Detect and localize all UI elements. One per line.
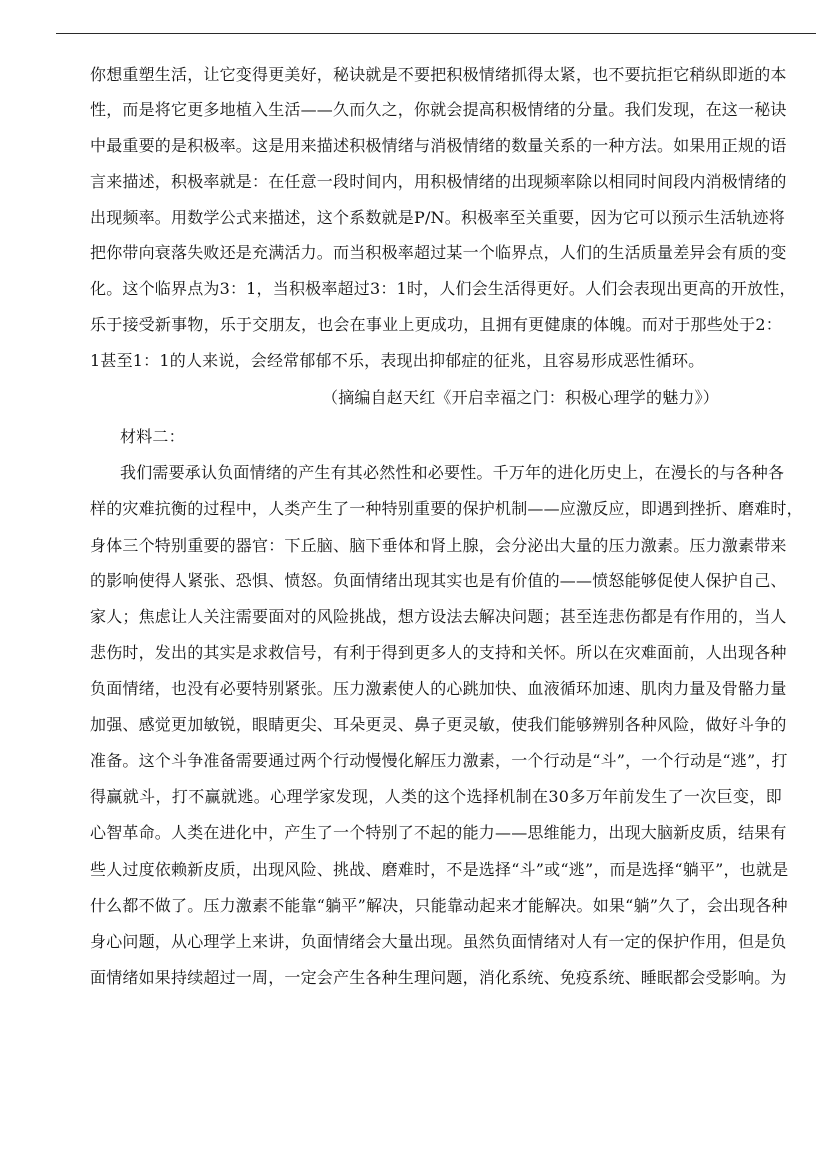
source-citation: （摘编自赵天红《开启幸福之门：积极心理学的魅力》） [322, 388, 720, 407]
body-text-line: 的影响使得人紧张、恐惧、愤怒。负面情绪出现其实也是有价值的——愤怒能够促使人保护自己、 [90, 571, 787, 590]
body-text-line: 性，而是将它更多地植入生活——久而久之，你就会提高积极情绪的分量。我们发现，在这一秘诀 [90, 100, 787, 119]
body-text-line: 身体三个特别重要的器官：下丘脑、脑下垂体和肾上腺，会分泌出大量的压力激素。压力激素带来 [90, 536, 787, 555]
body-text-line: 1甚至1：1的人来说，会经常郁郁不乐，表现出抑郁症的征兆，且容易形成恶性循环。 [90, 351, 705, 370]
body-text-line: 乐于接受新事物，乐于交朋友，也会在事业上更成功，且拥有更健康的体魄。而对于那些处于2： [90, 315, 782, 334]
body-text-line: 家人；焦虑让人关注需要面对的风险挑战，想方设法去解决问题；甚至连悲伤都是有作用的，当人 [90, 607, 787, 626]
body-text-line: 身心问题，从心理学上来讲，负面情绪会大量出现。虽然负面情绪对人有一定的保护作用，但是负 [90, 932, 787, 951]
section-heading: 材料二： [120, 427, 185, 446]
body-text-line: 言来描述，积极率就是：在任意一段时间内，用积极情绪的出现频率除以相同时间段内消极情绪的 [90, 172, 787, 191]
body-text-line: 样的灾难抗衡的过程中，人类产生了一种特别重要的保护机制——应激反应，即遇到挫折、磨难时， [90, 499, 803, 518]
body-text-line: 心智革命。人类在进化中，产生了一个特别了不起的能力——思维能力，出现大脑新皮质，结果有 [90, 823, 787, 842]
body-text-line: 准备。这个斗争准备需要通过两个行动慢慢化解压力激素，一个行动是“斗”，一个行动是“逃”，打 [90, 751, 788, 770]
body-text-line: 些人过度依赖新皮质，出现风险、挑战、磨难时，不是选择“斗”或“逃”，而是选择“躺平”，也就是 [90, 860, 789, 879]
body-text-line: 把你带向衰落失败还是充满活力。而当积极率超过某一个临界点，人们的生活质量差异会有质的变 [90, 243, 787, 262]
body-text-line: 你想重塑生活，让它变得更美好，秘诀就是不要把积极情绪抓得太紧，也不要抗拒它稍纵即逝的本 [90, 65, 787, 84]
top-rule [56, 33, 816, 34]
body-text-line: 我们需要承认负面情绪的产生有其必然性和必要性。千万年的进化历史上，在漫长的与各种各 [120, 463, 785, 482]
body-text-line: 出现频率。用数学公式来描述，这个系数就是P/N。积极率至关重要，因为它可以预示生活轨迹将 [90, 208, 785, 227]
body-text-line: 得赢就斗，打不赢就逃。心理学家发现，人类的这个选择机制在30多万年前发生了一次巨变，即 [90, 787, 782, 806]
body-text-line: 什么都不做了。压力激素不能靠“躺平”解决，只能靠动起来才能解决。如果“躺”久了，会出现各种 [90, 896, 788, 915]
body-text-line: 悲伤时，发出的其实是求救信号，有利于得到更多人的支持和关怀。所以在灾难面前，人出现各种 [90, 643, 787, 662]
body-text-line: 负面情绪，也没有必要特别紧张。压力激素使人的心跳加快、血液循环加速、肌肉力量及骨骼力量 [90, 679, 787, 698]
body-text-line: 面情绪如果持续超过一周，一定会产生各种生理问题，消化系统、免疫系统、睡眠都会受影响。为 [90, 968, 787, 987]
body-text-line: 中最重要的是积极率。这是用来描述积极情绪与消极情绪的数量关系的一种方法。如果用正规的语 [90, 136, 787, 155]
body-text-line: 加强、感觉更加敏锐，眼睛更尖、耳朵更灵、鼻子更灵敏，使我们能够辨别各种风险，做好斗争的 [90, 715, 787, 734]
body-text-line: 化。这个临界点为3：1，当积极率超过3：1时，人们会生活得更好。人们会表现出更高的开放性， [90, 279, 796, 298]
